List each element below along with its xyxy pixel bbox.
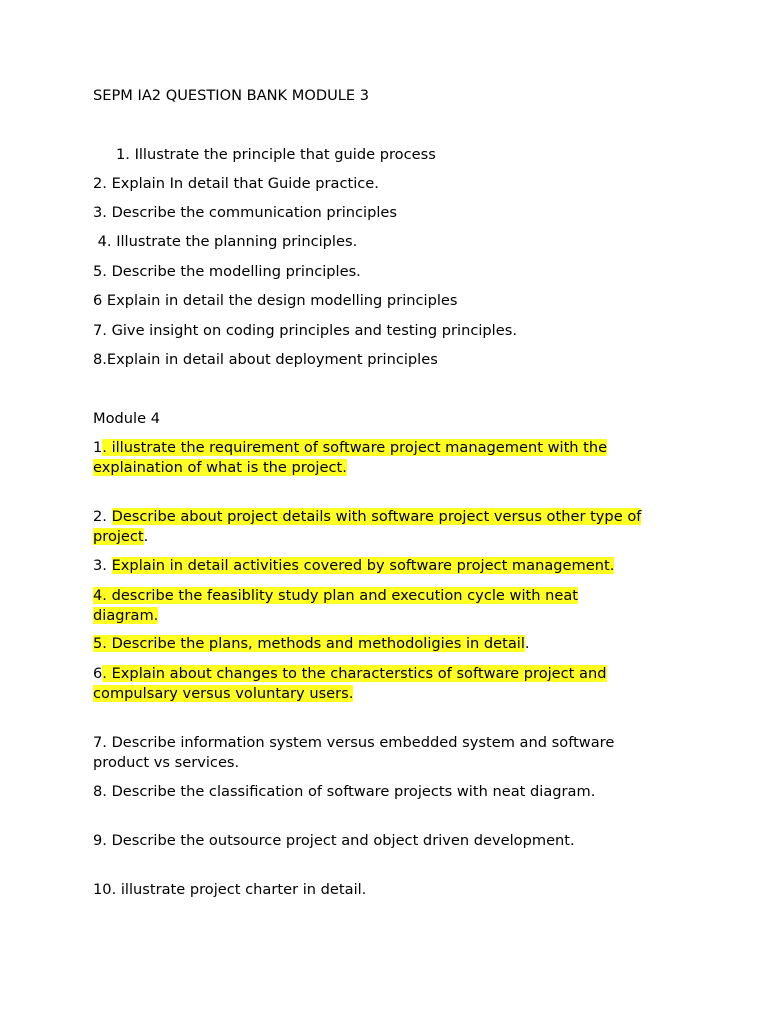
module3-question-6: 6 Explain in detail the design modelling principles — [93, 292, 458, 309]
highlighted-text: 4. describe the feasiblity study plan and execution cycle with neat diagram. — [93, 587, 579, 624]
highlighted-text: . illustrate the requirement of software project management with the explaination of what is the project. — [93, 439, 608, 476]
question-prefix: 6 — [93, 665, 103, 682]
module4-question-4 — [93, 586, 623, 626]
module4-question-6 — [93, 664, 653, 704]
module4-question-3 — [93, 556, 668, 576]
question-text: 8. Describe the classification of software projects with neat diagram. — [93, 783, 596, 800]
document-title: SEPM IA2 QUESTION BANK MODULE 3 — [93, 87, 370, 104]
module3-question-7: 7. Give insight on coding principles and testing principles. — [93, 322, 517, 339]
module3-question-5: 5. Describe the modelling principles. — [93, 263, 361, 280]
module4-question-2 — [93, 507, 663, 547]
module3-question-3: 3. Describe the communication principles — [93, 204, 397, 221]
module3-question-2: 2. Explain In detail that Guide practice. — [93, 175, 379, 192]
highlighted-text: Explain in detail activities covered by software project management. — [111, 557, 615, 574]
highlighted-text: . Explain about changes to the characterstics of software project and compulsary versus voluntary users. — [93, 665, 607, 702]
question-prefix: 2. — [93, 508, 112, 525]
question-text: 7. Describe information system versus embedded system and software product vs services. — [93, 734, 615, 771]
question-suffix: . — [524, 635, 530, 652]
highlighted-text: 5. Describe the plans, methods and methodoligies in detail — [93, 635, 525, 652]
highlighted-text: Describe about project details with software project versus other type of project — [93, 508, 642, 545]
module3-question-1: 1. Illustrate the principle that guide process — [116, 146, 436, 163]
module3-question-4: 4. Illustrate the planning principles. — [93, 233, 358, 250]
module4-question-1 — [93, 438, 668, 478]
module3-question-8: 8.Explain in detail about deployment principles — [93, 351, 438, 368]
question-text: 10. illustrate project charter in detail. — [93, 881, 367, 898]
module4-heading: Module 4 — [93, 410, 160, 427]
module4-question-7 — [93, 733, 668, 773]
question-prefix: 3. — [93, 557, 112, 574]
question-text: 9. Describe the outsource project and object driven development. — [93, 832, 575, 849]
question-suffix: . — [143, 528, 149, 545]
module4-question-8 — [93, 782, 668, 802]
module4-question-10 — [93, 880, 668, 900]
module4-question-5 — [93, 634, 668, 654]
module4-question-9 — [93, 831, 668, 851]
question-prefix: 1 — [93, 439, 103, 456]
